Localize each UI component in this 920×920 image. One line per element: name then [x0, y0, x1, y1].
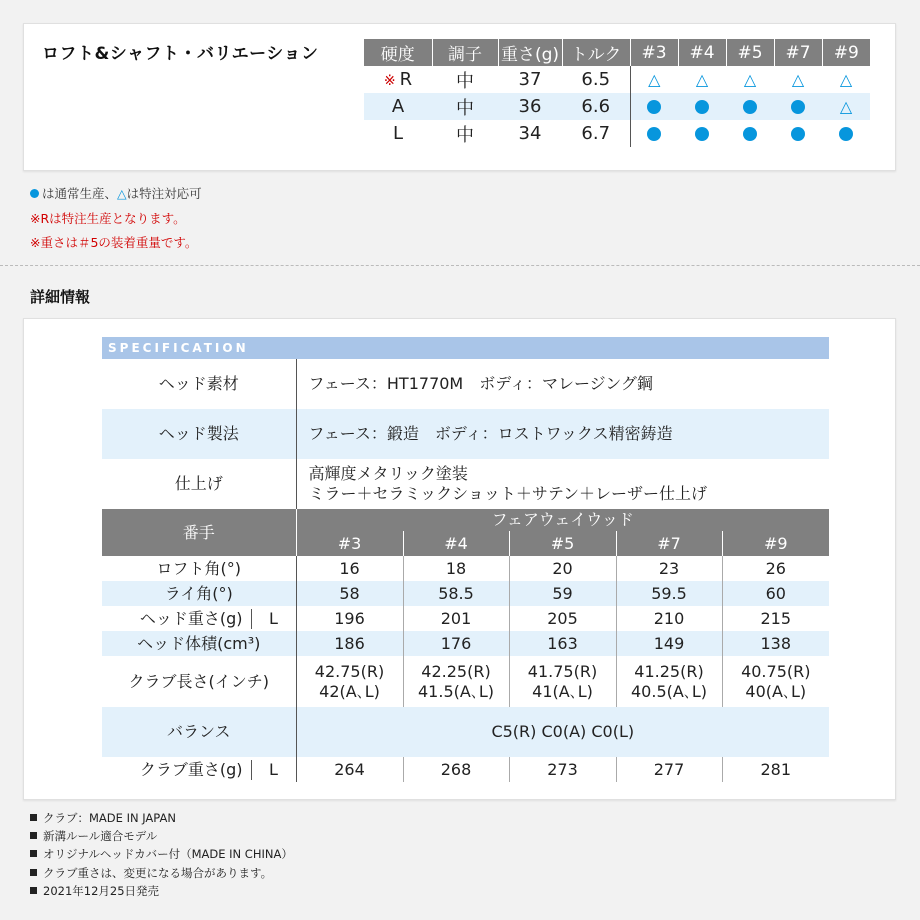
variation-row	[364, 93, 870, 120]
torque-cell: 6.5	[562, 66, 630, 93]
flex-cell: L	[392, 123, 404, 144]
dot-icon	[839, 127, 853, 141]
header-flex: 硬度	[364, 39, 432, 66]
spec-row-volume	[102, 631, 829, 656]
spec-row-method	[102, 409, 829, 459]
loft-value: 16	[296, 556, 403, 581]
torque-cell: 6.6	[562, 93, 630, 120]
weight-cell: 34	[518, 123, 542, 144]
length-al: 40(A､L)	[745, 681, 807, 701]
triangle-icon: △	[648, 70, 661, 89]
footer-item: クラブ：MADE IN JAPAN	[30, 809, 293, 827]
dot-icon	[743, 127, 757, 141]
dot-icon	[743, 100, 757, 114]
loft-value: 23	[616, 556, 722, 581]
club-weight-value: 281	[760, 759, 792, 779]
availability-cell	[726, 66, 774, 93]
kick-cell: 中	[456, 124, 474, 146]
triangle-icon: △	[695, 70, 709, 89]
availability-cell	[726, 93, 774, 120]
lie-value: 58	[296, 581, 403, 606]
availability-cell	[774, 120, 822, 147]
loft-value: 26	[765, 558, 786, 578]
finish-label: 仕上げ	[102, 459, 296, 509]
volume-value: 163	[509, 631, 616, 656]
lie-value: 59.5	[616, 581, 722, 606]
number-label: 番手	[102, 509, 296, 556]
special-order-note: ※Rは特注生産となります。	[30, 211, 186, 226]
header-club-3: #3	[630, 39, 678, 66]
spec-panel	[23, 318, 896, 800]
club-header: #4	[403, 531, 509, 556]
triangle-icon: △	[791, 70, 805, 89]
length-value	[403, 656, 509, 707]
length-r: 42.75(R)	[314, 661, 385, 681]
footer-item: 2021年12月25日発売	[30, 882, 293, 900]
dot-icon	[647, 127, 661, 141]
divider	[0, 265, 920, 266]
finish-value	[296, 459, 829, 509]
spec-table	[102, 359, 829, 782]
length-r: 41.75(R)	[527, 661, 598, 681]
spec-row-finish	[102, 459, 829, 509]
spec-category-row	[102, 509, 829, 531]
variation-row	[364, 120, 870, 147]
lie-value: 60	[722, 581, 829, 606]
dot-icon	[695, 100, 709, 114]
availability-cell	[630, 120, 678, 147]
loft-label: ロフト角(°)	[102, 556, 296, 581]
square-bullet-icon	[30, 832, 37, 839]
availability-cell	[822, 93, 870, 120]
balance-value: C5(R) C0(A) C0(L)	[296, 707, 829, 757]
dot-icon	[791, 100, 805, 114]
header-club-5: #5	[726, 39, 774, 66]
lie-value: 58.5	[403, 581, 509, 606]
length-al: 41(A､L)	[532, 681, 593, 701]
flex-cell: ※ R	[383, 69, 413, 90]
length-al: 40.5(A､L)	[631, 681, 707, 701]
finish-line-2: ミラー＋セラミックショット＋サテン＋レーザー仕上げ	[308, 484, 708, 503]
variation-title: ロフト&シャフト・バリエーション	[42, 44, 319, 64]
head-material-value: フェース：HT1770M ボディ：マレージング鋼	[308, 374, 653, 393]
availability-cell	[630, 66, 678, 93]
length-r: 40.75(R)	[741, 661, 811, 681]
header-club-9: #9	[822, 39, 870, 66]
volume-value: 138	[722, 631, 829, 656]
square-bullet-icon	[30, 814, 37, 821]
head-weight-value: 215	[760, 608, 792, 628]
header-kick: 調子	[432, 39, 498, 66]
variation-row	[364, 66, 870, 93]
volume-label: ヘッド体積(cm³)	[102, 631, 296, 656]
head-weight-label: ヘッド重さ(g) L	[102, 606, 296, 631]
club-weight-value: 264	[296, 757, 403, 782]
dot-icon	[791, 127, 805, 141]
spec-row-head-weight	[102, 606, 829, 631]
dot-icon	[647, 100, 661, 114]
club-header: #3	[296, 531, 403, 556]
club-weight-value: 268	[403, 757, 509, 782]
special-mark: ※	[383, 73, 396, 89]
volume-value: 149	[616, 631, 722, 656]
variation-table	[364, 39, 870, 147]
finish-line-1: 高輝度メタリック塗装	[308, 464, 468, 483]
club-weight-value: 277	[616, 757, 722, 782]
spec-row-length	[102, 656, 829, 707]
length-r: 42.25(R)	[421, 661, 491, 681]
club-header: #7	[616, 531, 722, 556]
balance-label: バランス	[102, 707, 296, 757]
club-weight-value: 273	[509, 757, 616, 782]
length-value	[616, 656, 722, 707]
availability-cell	[630, 93, 678, 120]
head-material-label: ヘッド素材	[102, 359, 296, 409]
header-club-4: #4	[678, 39, 726, 66]
header-weight: 重さ(g)	[498, 39, 562, 66]
head-weight-flex: L	[269, 608, 278, 628]
availability-cell	[774, 93, 822, 120]
torque-cell: 6.7	[562, 120, 630, 147]
club-weight-label: クラブ重さ(g) L	[102, 757, 296, 782]
loft-value: 18	[403, 556, 509, 581]
length-r: 41.25(R)	[634, 661, 704, 681]
availability-cell	[822, 120, 870, 147]
head-method-label: ヘッド製法	[102, 409, 296, 459]
availability-cell	[678, 120, 726, 147]
dot-icon	[30, 189, 39, 198]
weight-cell: 36	[498, 93, 562, 120]
length-al: 42(A､L)	[319, 681, 380, 701]
spec-row-loft	[102, 556, 829, 581]
club-header: #9	[722, 531, 829, 556]
weight-note: ※重さは＃5の装着重量です。	[30, 235, 198, 250]
spec-row-material	[102, 359, 829, 409]
footer-item: オリジナルヘッドカバー付（MADE IN CHINA）	[30, 845, 293, 863]
length-value	[509, 656, 616, 707]
lie-value: 59	[509, 581, 616, 606]
spec-bar: SPECIFICATION	[102, 337, 829, 359]
head-weight-value: 205	[509, 606, 616, 631]
length-label: クラブ長さ(インチ)	[102, 656, 296, 707]
loft-value: 20	[509, 556, 616, 581]
flex-cell: A	[364, 93, 432, 120]
kick-cell: 中	[432, 93, 498, 120]
square-bullet-icon	[30, 869, 37, 876]
head-method-value: フェース：鍛造 ボディ：ロストワックス精密鋳造	[296, 409, 829, 459]
weight-cell: 37	[518, 69, 542, 90]
triangle-icon: △	[743, 70, 757, 89]
triangle-icon: △	[117, 186, 127, 201]
dot-icon	[695, 127, 709, 141]
spec-row-club-weight	[102, 757, 829, 782]
head-weight-value: 210	[616, 606, 722, 631]
volume-value: 176	[403, 631, 509, 656]
footer-item: 新溝ルール適合モデル	[30, 827, 293, 845]
square-bullet-icon	[30, 850, 37, 857]
footer-item: クラブ重さは、変更になる場合があります。	[30, 864, 293, 882]
square-bullet-icon	[30, 887, 37, 894]
variation-header-row	[364, 39, 870, 66]
club-header: #5	[509, 531, 616, 556]
lie-label: ライ角(°)	[102, 581, 296, 606]
length-value	[722, 656, 829, 707]
triangle-icon: △	[839, 97, 853, 116]
footer-notes	[30, 809, 293, 900]
availability-cell	[678, 93, 726, 120]
length-value	[296, 656, 403, 707]
availability-cell	[726, 120, 774, 147]
detail-title: 詳細情報	[30, 288, 91, 306]
availability-cell	[774, 66, 822, 93]
header-club-7: #7	[774, 39, 822, 66]
category-label: フェアウェイウッド	[296, 509, 829, 531]
triangle-icon: △	[839, 70, 853, 89]
availability-cell	[822, 66, 870, 93]
volume-value: 186	[296, 631, 403, 656]
legend-note: は通常生産、△は特注対応可	[30, 184, 202, 202]
spec-row-lie	[102, 581, 829, 606]
club-weight-flex: L	[269, 759, 278, 779]
spec-row-balance	[102, 707, 829, 757]
length-al: 41.5(A､L)	[418, 681, 494, 701]
head-weight-value: 196	[296, 606, 403, 631]
availability-cell	[678, 66, 726, 93]
head-weight-value: 201	[403, 606, 509, 631]
header-torque: トルク	[562, 39, 630, 66]
kick-cell: 中	[456, 70, 474, 92]
variation-panel	[23, 23, 896, 171]
